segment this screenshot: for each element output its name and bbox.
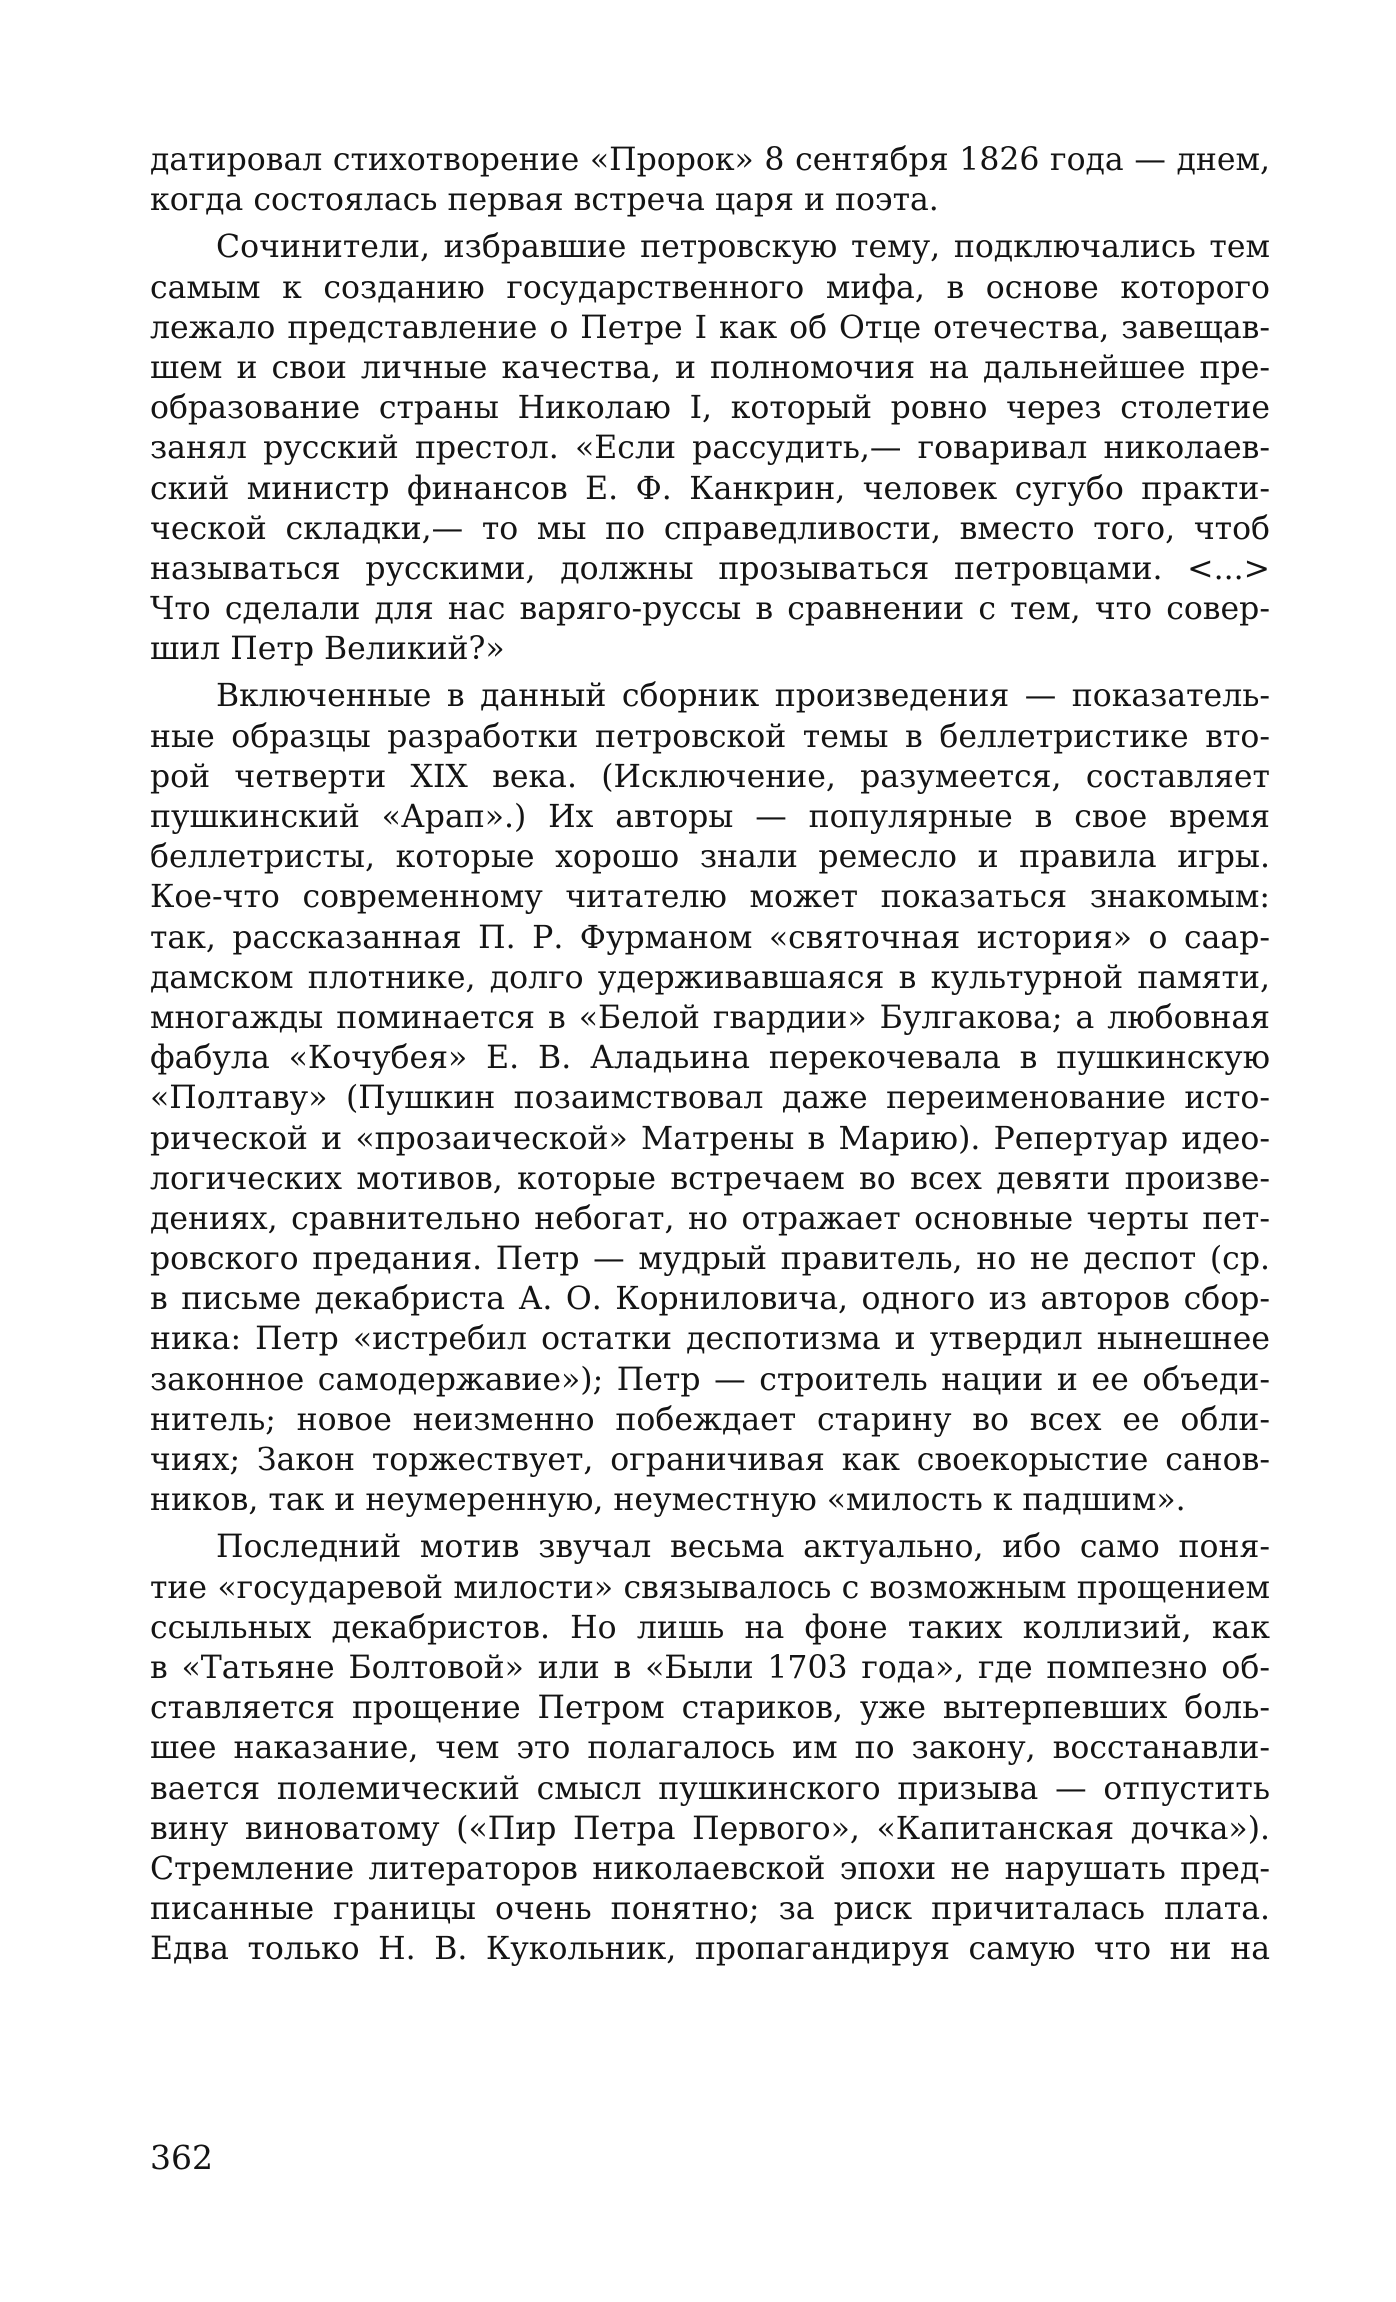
- text-line: Что сделали для нас варяго-руссы в сравнении с тем, что совер-: [150, 591, 1270, 628]
- text-line: дениях, сравнительно небогат, но отражает основные черты пет-: [150, 1200, 1270, 1237]
- text-line: образование страны Николаю I, который ровно через столетие: [150, 390, 1270, 427]
- text-line: дамском плотнике, долго удерживавшаяся в культурной памяти,: [150, 959, 1270, 996]
- page-number: 362: [150, 2138, 213, 2177]
- text-line: пушкинский «Арап».) Их авторы — популярные в свое время: [150, 799, 1270, 835]
- text-line: датировал стихотворение «Пророк» 8 сентября 1826 года — днем,: [150, 142, 1270, 178]
- text-line: ский министр финансов Е. Ф. Канкрин, человек сугубо практи-: [150, 470, 1270, 507]
- text-line: шее наказание, чем это полагалось им по закону, восстанавли-: [150, 1730, 1270, 1767]
- text-line: ные образцы разработки петровской темы в беллетристике вто-: [150, 718, 1270, 755]
- text-line: ставляется прощение Петром стариков, уже вытерпевших боль-: [150, 1690, 1270, 1727]
- paragraph: [150, 140, 1270, 220]
- text-line: Кое-что современному читателю может показаться знакомым:: [150, 879, 1270, 916]
- text-line: занял русский престол. «Если рассудить,— говаривал николаев-: [150, 430, 1270, 467]
- text-line: Стремление литераторов николаевской эпохи не нарушать пред-: [150, 1850, 1270, 1887]
- text-line: фабула «Кочубея» Е. В. Аладьина перекочевала в пушкинскую: [150, 1040, 1270, 1077]
- text-line: Сочинители, избравшие петровскую тему, подключались тем: [216, 229, 1270, 266]
- text-line: самым к созданию государственного мифа, в основе которого: [150, 269, 1270, 306]
- text-line: лежало представление о Петре I как об Отце отечества, завещав-: [150, 309, 1270, 346]
- body-text: [150, 140, 1270, 1969]
- text-line: ников, так и неумеренную, неуместную «милость к падшим».: [150, 1482, 1186, 1519]
- text-line: тие «государевой милости» связывалось с возможным прощением: [150, 1569, 1270, 1606]
- text-line: ссыльных декабристов. Но лишь на фоне таких коллизий, как: [150, 1609, 1270, 1646]
- text-line: «Полтаву» (Пушкин позаимствовал даже переименование исто-: [150, 1080, 1270, 1117]
- text-line: чиях; Закон торжествует, ограничивая как своекорыстие санов-: [150, 1442, 1270, 1478]
- text-line: называться русскими, должны прозываться петровцами. <...>: [150, 550, 1270, 587]
- paragraph: [150, 1527, 1270, 1969]
- text-line: беллетристы, которые хорошо знали ремесло и правила игры.: [150, 839, 1270, 876]
- text-line: когда состоялась первая встреча царя и поэта.: [150, 182, 939, 219]
- text-line: нитель; новое неизменно побеждает старину во всех ее обли-: [150, 1401, 1270, 1438]
- text-line: шем и свои личные качества, и полномочия на дальнейшее пре-: [150, 349, 1270, 386]
- text-line: Едва только Н. В. Кукольник, пропагандируя самую что ни на: [150, 1931, 1270, 1968]
- text-line: шил Петр Великий?»: [150, 631, 505, 668]
- text-line: законное самодержавие»); Петр — строитель нации и ее объеди-: [150, 1361, 1270, 1398]
- paragraph: [150, 676, 1270, 1520]
- text-line: многажды поминается в «Белой гвардии» Булгакова; а любовная: [150, 999, 1270, 1036]
- text-line: вается полемический смысл пушкинского призыва — отпустить: [150, 1770, 1270, 1807]
- text-line: рой четверти XIX века. (Исключение, разумеется, составляет: [150, 758, 1270, 795]
- text-line: в «Татьяне Болтовой» или в «Были 1703 года», где помпезно об-: [150, 1649, 1270, 1686]
- text-line: ровского предания. Петр — мудрый правитель, но не деспот (ср.: [150, 1241, 1270, 1278]
- text-line: Включенные в данный сборник произведения — показатель-: [216, 678, 1270, 715]
- text-line: писанные границы очень понятно; за риск причиталась плата.: [150, 1891, 1270, 1928]
- text-line: логических мотивов, которые встречаем во всех девяти произве-: [150, 1160, 1270, 1197]
- text-line: ческой складки,— то мы по справедливости, вместо того, чтоб: [150, 510, 1270, 547]
- text-line: Последний мотив звучал весьма актуально, ибо само поня-: [216, 1529, 1270, 1566]
- text-line: в письме декабриста А. О. Корниловича, одного из авторов сбор-: [150, 1281, 1270, 1318]
- text-line: ника: Петр «истребил остатки деспотизма и утвердил нынешнее: [150, 1321, 1270, 1358]
- text-line: рической и «прозаической» Матрены в Марию). Репертуар идео-: [150, 1120, 1270, 1157]
- paragraph: [150, 227, 1270, 669]
- text-line: так, рассказанная П. Р. Фурманом «святочная история» о саар-: [150, 919, 1270, 956]
- text-line: вину виноватому («Пир Петра Первого», «Капитанская дочка»).: [150, 1810, 1270, 1847]
